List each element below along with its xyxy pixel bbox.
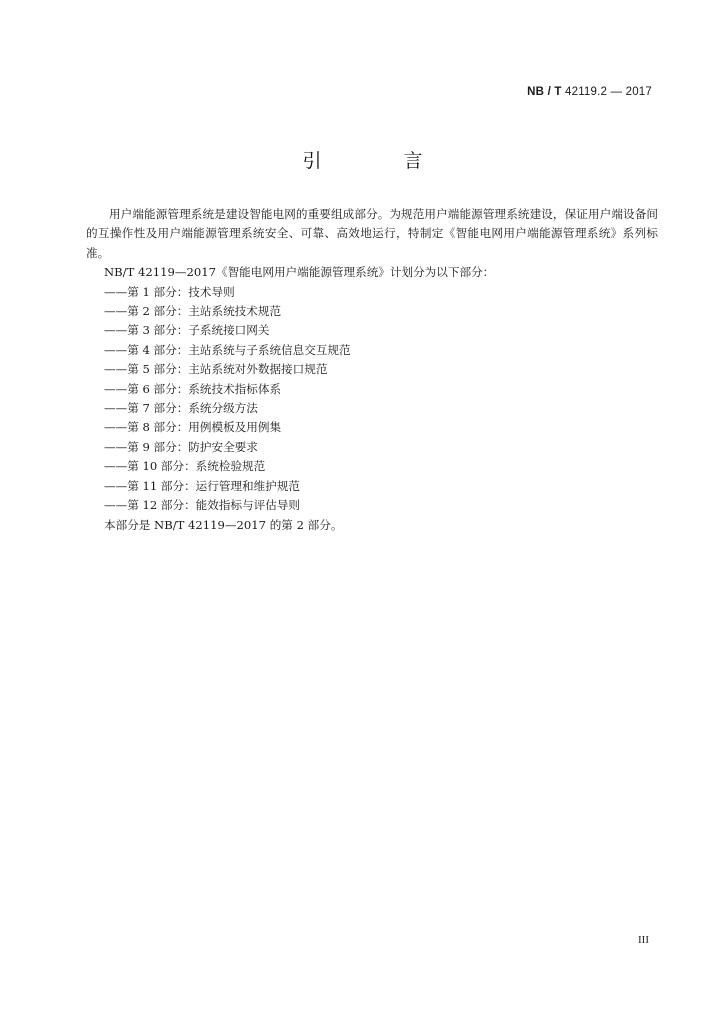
list-item: ——第 5 部分：主站系统对外数据接口规范 xyxy=(104,362,328,377)
page-title: 引 言 xyxy=(302,150,461,172)
closing-sentence: 本部分是 NB/T 42119—2017 的第 2 部分。 xyxy=(104,517,343,532)
parts-list xyxy=(86,283,658,516)
list-item: ——第 9 部分：防护安全要求 xyxy=(104,439,258,454)
list-item: ——第 4 部分：主站系统与子系统信息交互规范 xyxy=(104,342,351,357)
list-item: ——第 10 部分：系统检验规范 xyxy=(104,459,266,474)
list-item: ——第 1 部分：技术导则 xyxy=(104,284,235,299)
list-item: ——第 8 部分：用例模板及用例集 xyxy=(104,420,282,435)
standard-code-header xyxy=(527,86,652,98)
list-item: ——第 11 部分：运行管理和维护规范 xyxy=(104,478,301,493)
list-item: ——第 12 部分：能效指标与评估导则 xyxy=(104,498,301,513)
page-number: III xyxy=(638,934,649,946)
document-body xyxy=(86,205,658,535)
intro-paragraph: 用户端能源管理系统是建设智能电网的重要组成部分。为规范用户端能源管理系统建设，保证用户端设备间的互操作性及用户端能源管理系统安全、可靠、高效地运行，特制定《智能电网用户端能源管理系统》系列标准。 xyxy=(86,207,658,260)
standard-number: 42119.2 — 2017 xyxy=(565,86,652,98)
plan-sentence: NB/T 42119—2017《智能电网用户端能源管理系统》计划分为以下部分： xyxy=(104,265,495,280)
list-item: ——第 3 部分：子系统接口网关 xyxy=(104,323,270,338)
standard-prefix: NB / T xyxy=(527,86,562,98)
list-item: ——第 7 部分：系统分级方法 xyxy=(104,401,258,416)
list-item: ——第 2 部分：主站系统技术规范 xyxy=(104,304,282,319)
list-item: ——第 6 部分：系统技术指标体系 xyxy=(104,381,282,396)
